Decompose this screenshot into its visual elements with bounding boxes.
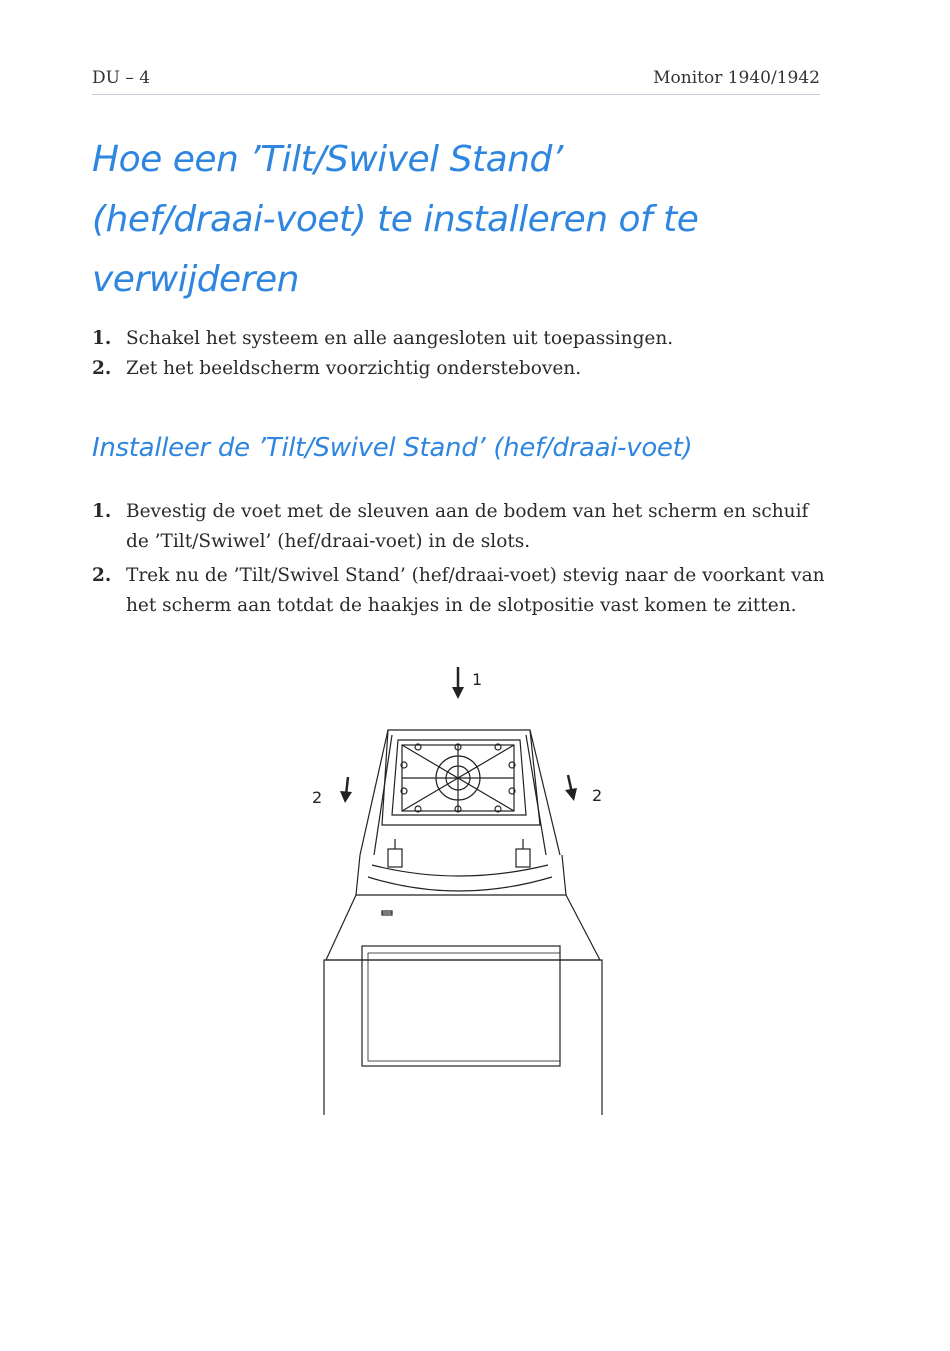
step-text: Zet het beeldscherm voorzichtig ondersteboven. [126,358,582,379]
section-heading: Installeer de ’Tilt/Swivel Stand’ (hef/draai-voet) [92,433,693,463]
step-number: 1. [92,501,112,522]
page-header [92,64,820,95]
document-title: Monitor 1940/1942 [653,68,820,88]
install-steps [92,497,827,625]
arrow-left-label: 2 [312,788,323,807]
install-step [92,497,827,557]
step-number: 1. [92,328,112,349]
arrow-down-icon [452,667,464,699]
monitor-stand-illustration [290,655,650,1115]
page-title-line-1: Hoe een ’Tilt/Swivel Stand’ [92,139,563,180]
page-title [92,130,852,310]
arrow-right-label: 2 [592,786,603,805]
intro-steps [92,324,827,384]
intro-step [92,324,827,354]
install-step [92,561,827,621]
page-title-line-3: verwijderen [92,259,299,300]
page-number: DU – 4 [92,68,151,88]
step-text: Schakel het systeem en alle aangesloten uit toepassingen. [126,328,674,349]
monitor-body [324,895,602,1115]
page-title-line-2: (hef/draai-voet) te installeren of te [92,199,699,240]
step-text: Trek nu de ’Tilt/Swivel Stand’ (hef/draai-voet) stevig naar de voorkant van het scherm aan totdat de haakjes in de slotpositie vast komen te zitten. [126,565,825,616]
step-text: Bevestig de voet met de sleuven aan de bodem van het scherm en schuif de ’Tilt/Swiwel’ (hef/draai-voet) in de slots. [126,501,809,552]
arrow-down-icon [565,775,577,801]
stand-plate [382,730,540,825]
stand-bracket [356,839,566,895]
arrow-top-label: 1 [472,670,483,689]
arrow-down-icon [340,777,352,803]
step-number: 2. [92,358,112,379]
intro-step [92,354,827,384]
step-number: 2. [92,565,112,586]
